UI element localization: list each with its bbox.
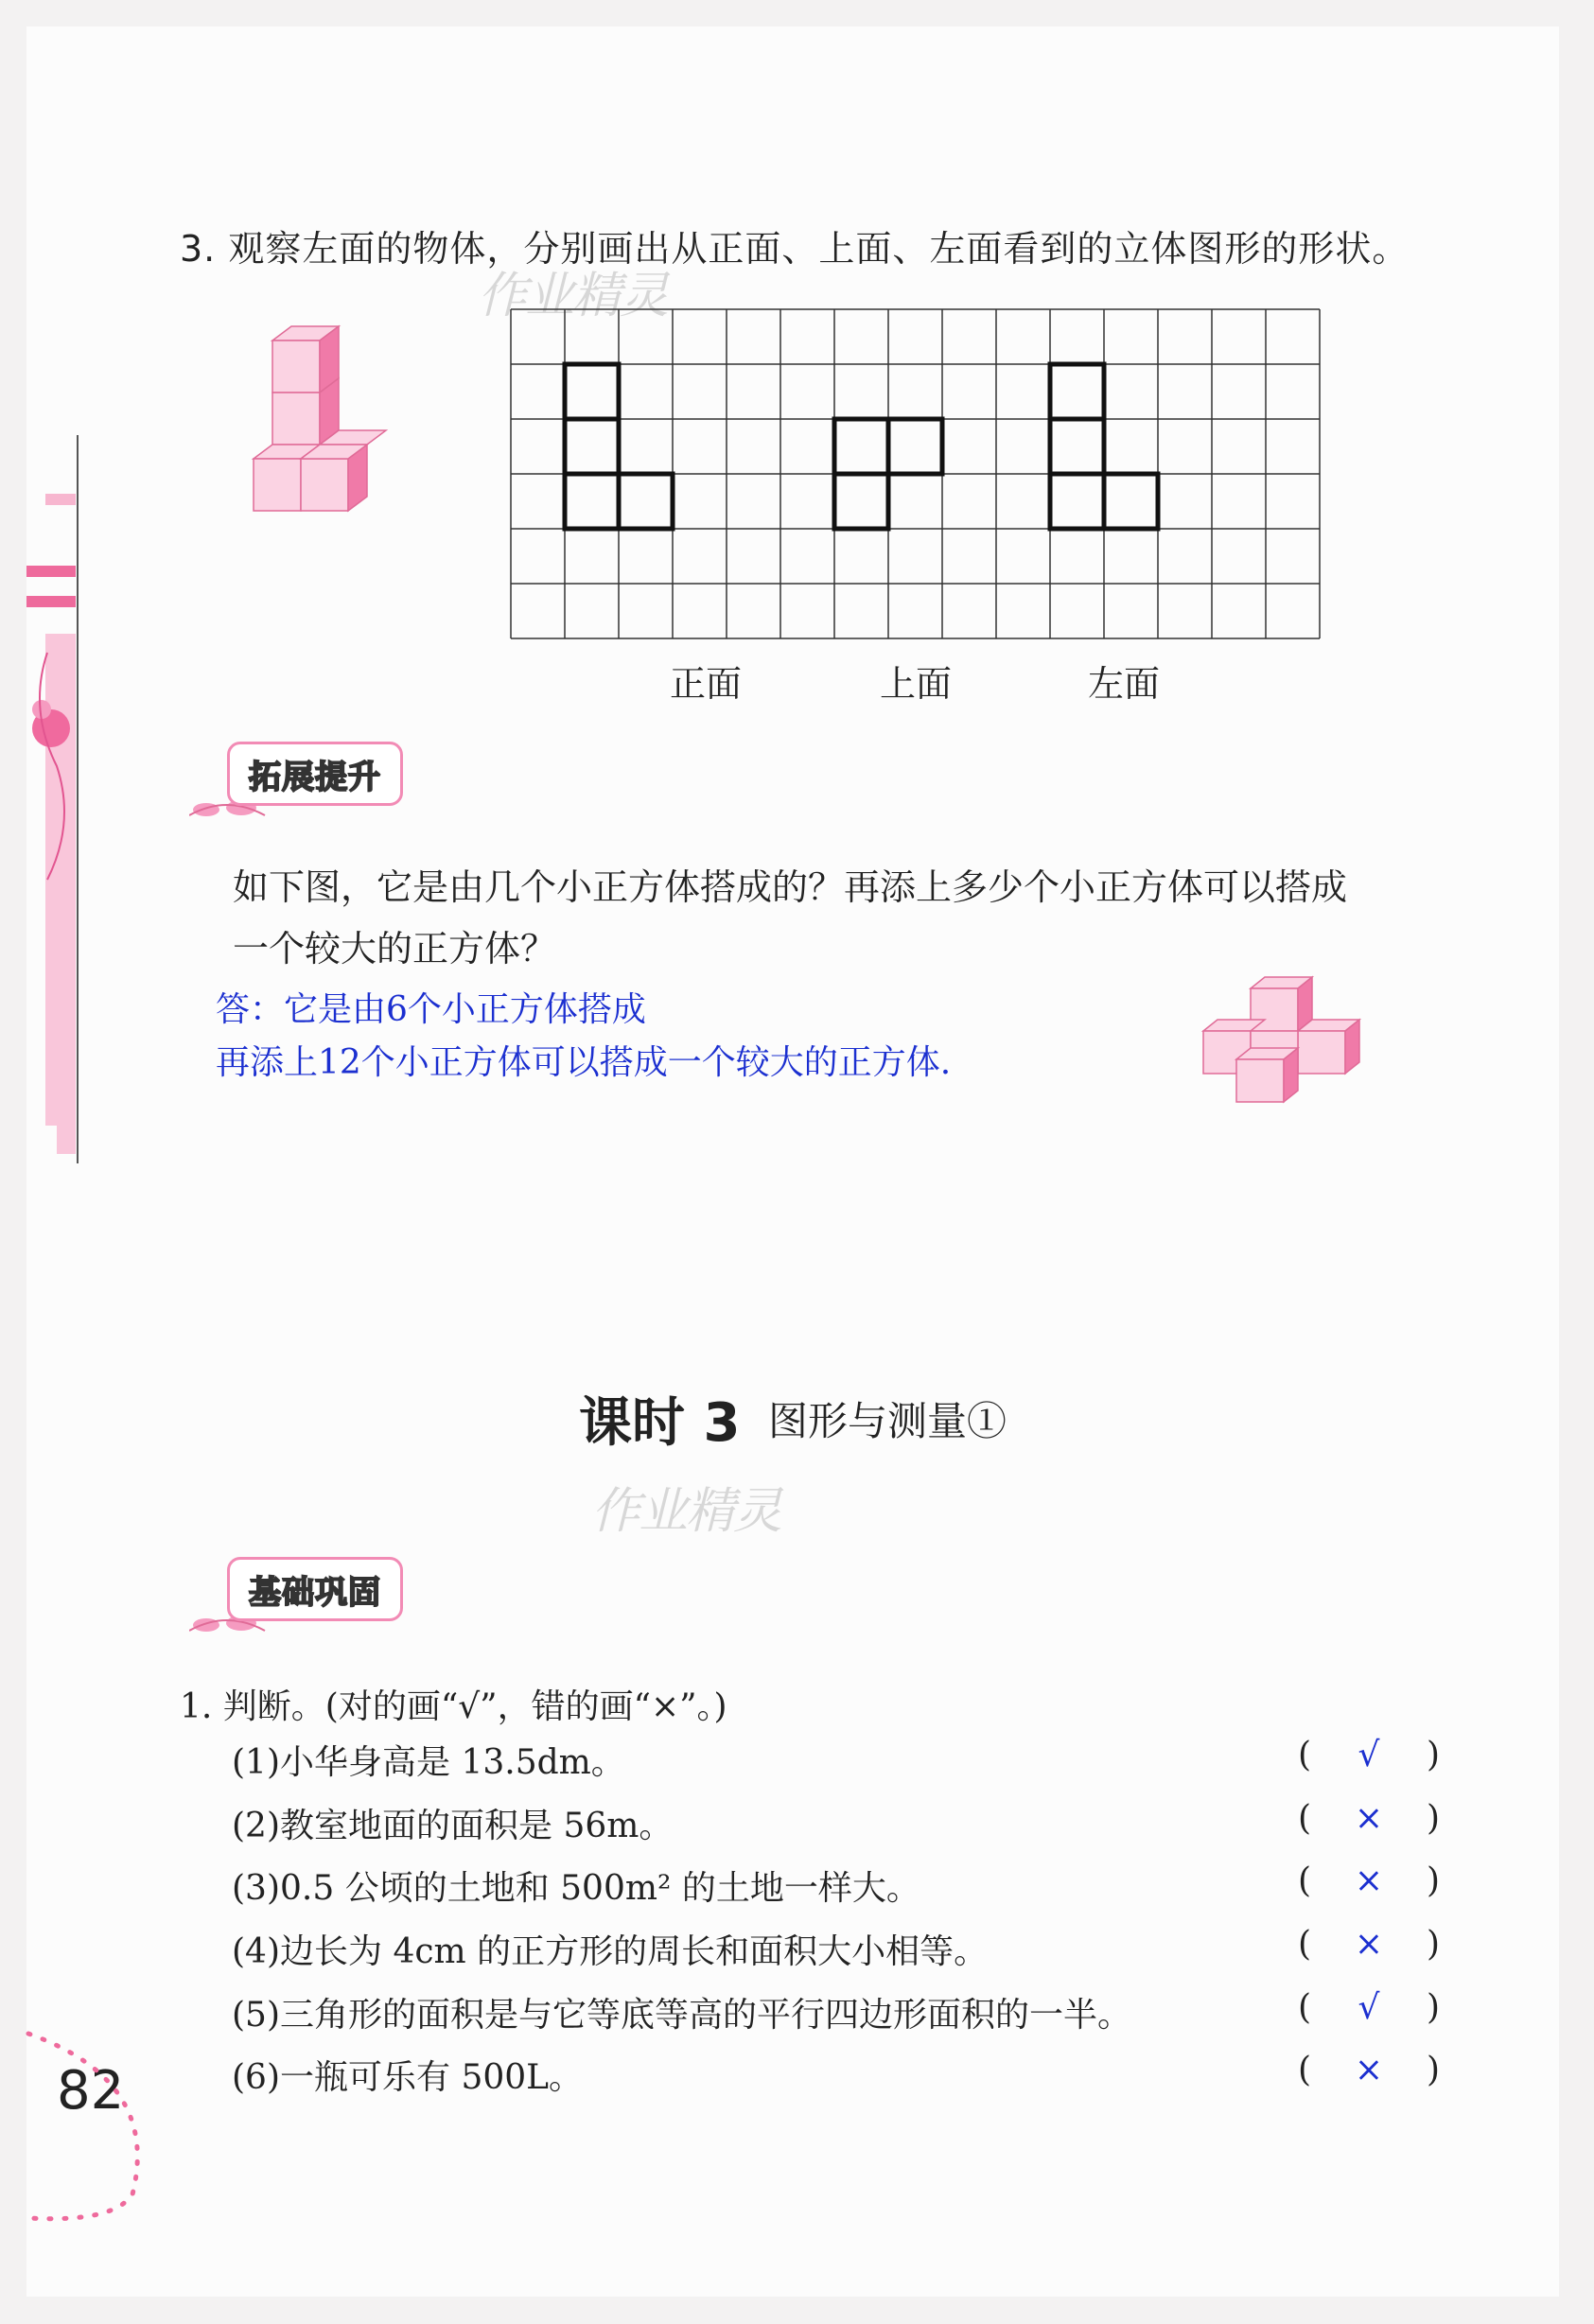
answer-bracket: ( × )	[1298, 2051, 1440, 2089]
view-cell	[888, 419, 942, 474]
judge-mark: ×	[1354, 1799, 1384, 1838]
view-cell	[1050, 474, 1104, 529]
judge-mark: √	[1358, 1736, 1380, 1774]
badge-label: 基础巩固	[227, 1557, 403, 1621]
judge-item-text: (5)三角形的面积是与它等底等高的平行四边形面积的一半。	[232, 1996, 1131, 2035]
lesson-subtitle: 图形与测量①	[768, 1398, 1007, 1444]
view-cell	[1104, 474, 1158, 529]
judge-mark: ×	[1354, 2051, 1384, 2089]
watermark: 作业精灵	[478, 268, 668, 324]
answer-line1: 答：它是由6个小正方体搭成	[216, 990, 646, 1029]
judge-mark: √	[1358, 1988, 1380, 2027]
answer-bracket: ( × )	[1298, 1799, 1440, 1838]
extend-question-line1: 如下图，它是由几个小正方体搭成的？再添上多少个小正方体可以搭成	[233, 866, 1348, 908]
page-number-dotted-arc	[19, 2024, 161, 2232]
view-cell	[1050, 419, 1104, 474]
drawing-grid	[509, 307, 1322, 648]
view-label-left: 左面	[1088, 663, 1161, 705]
six-cubes-illustration	[1194, 970, 1411, 1111]
view-cell	[565, 364, 619, 419]
answer-line2: 再添上12个小正方体可以搭成一个较大的正方体.	[216, 1043, 952, 1082]
judge-item-text: (3)0.5 公顷的土地和 500m² 的土地一样大。	[232, 1869, 920, 1908]
answer-bracket: ( × )	[1298, 1925, 1440, 1964]
view-cell	[1050, 364, 1104, 419]
answer-bracket: ( √ )	[1298, 1736, 1440, 1774]
lesson-title: 课时 3	[579, 1392, 741, 1454]
l-shaped-cubes-illustration	[244, 322, 414, 530]
view-label-front: 正面	[670, 663, 743, 705]
view-cell	[619, 474, 673, 529]
section-badge-basic	[189, 1544, 416, 1629]
judge-mark: ×	[1354, 1861, 1384, 1900]
view-label-top: 上面	[880, 663, 953, 705]
judge-item-text: (2)教室地面的面积是 56m。	[232, 1807, 674, 1845]
page-number: 82	[57, 2060, 125, 2122]
question-3-text: 3. 观察左面的物体，分别画出从正面、上面、左面看到的立体图形的形状。	[180, 228, 1410, 270]
view-cell	[834, 419, 888, 474]
view-cell	[565, 474, 619, 529]
view-cell	[565, 419, 619, 474]
badge-label: 拓展提升	[227, 742, 403, 806]
answer-bracket: ( √ )	[1298, 1988, 1440, 2027]
section-badge-extend	[189, 728, 416, 813]
watermark: 作业精灵	[591, 1483, 781, 1540]
judge-item-text: (1)小华身高是 13.5dm。	[232, 1743, 625, 1782]
judge-item-text: (6)一瓶可乐有 500L。	[232, 2058, 584, 2097]
answer-bracket: ( × )	[1298, 1861, 1440, 1900]
view-cell	[834, 474, 888, 529]
judge-mark: ×	[1354, 1925, 1384, 1964]
judge-question-title: 1. 判断。(对的画“√”，错的画“×”。)	[180, 1687, 727, 1726]
extend-question-line2: 一个较大的正方体？	[233, 928, 557, 970]
judge-item-text: (4)边长为 4cm 的正方形的周长和面积大小相等。	[232, 1932, 989, 1971]
left-decoration	[19, 426, 95, 1163]
